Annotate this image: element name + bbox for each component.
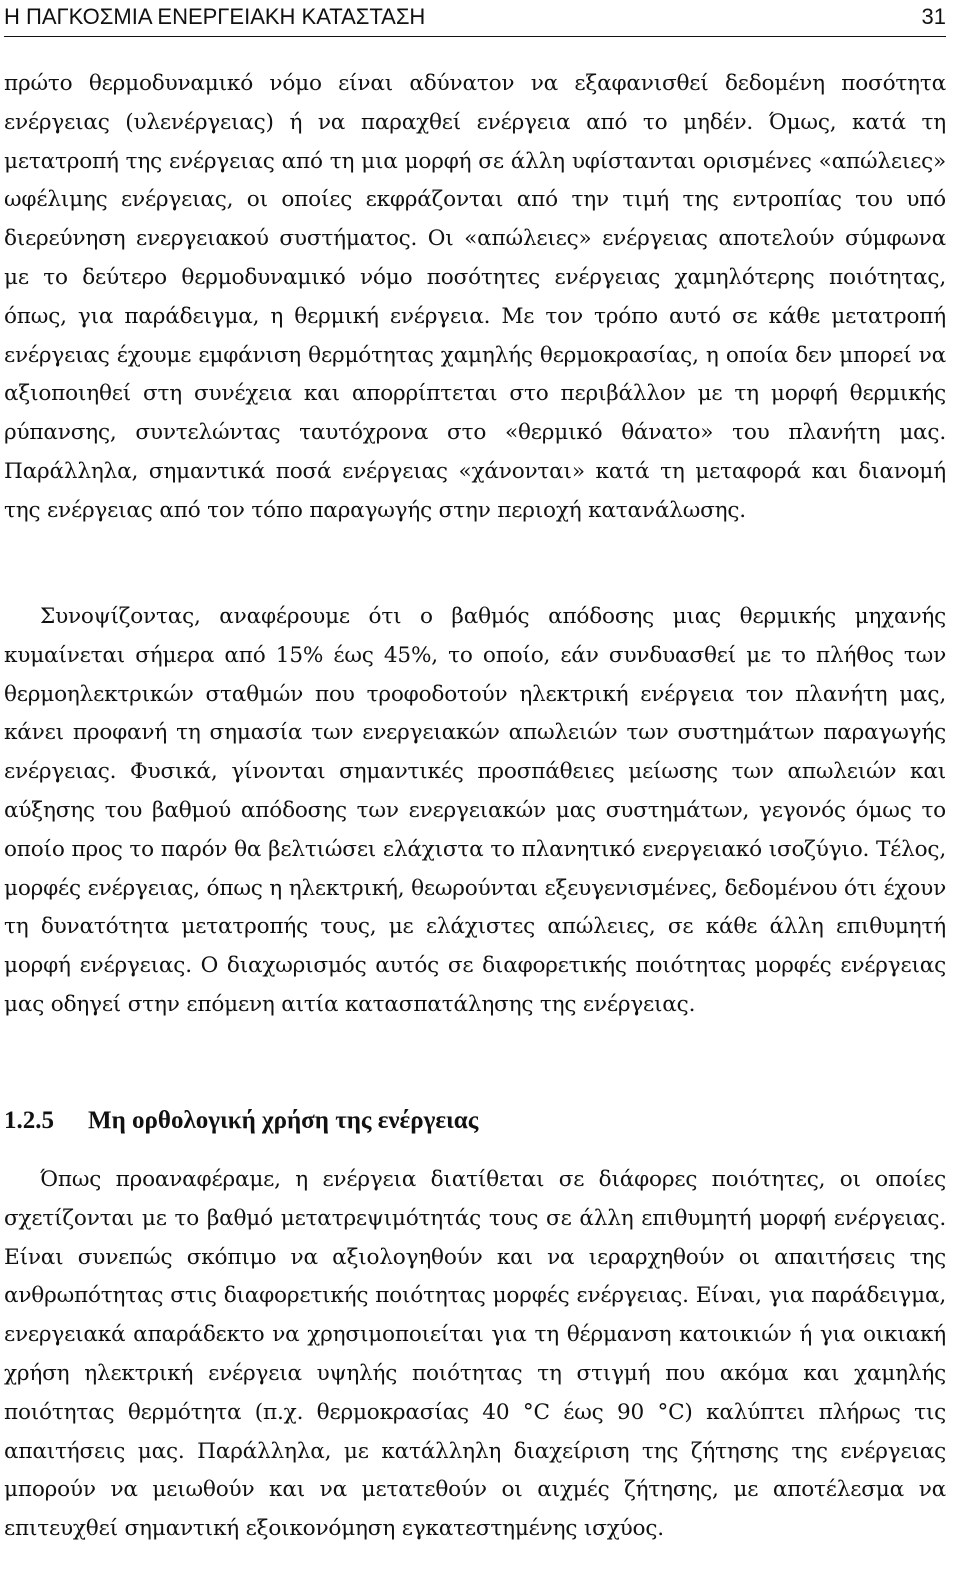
paragraph-energy-losses: πρώτο θερμοδυναμικό νόμο είναι αδύνατον να εξαφανισθεί δεδομένη ποσότητα ενέργειας (υλενέργειας) ή να παραχθεί ενέργεια από το μηδέν. Όμως, κατά τη μετατροπή της ενέργειας από τη μια μορφή σε άλλη υφίστανται ορισμένες «απώλειες» ωφέλιμης ενέργειας, οι οποίες εκφράζονται από την τιμή της εντροπίας του υπό διερεύνηση ενεργειακού συστήματος. Οι «απώλειες» ενέργειας αποτελούν σύμφωνα με το δεύτερο θερμοδυναμικό νόμο ποσότητες ενέργειας χαμηλότερης ποιότητας, όπως, για παράδειγμα, η θερμική ενέργεια. Με τον τρόπο αυτό σε κάθε μετατροπή ενέργειας έχουμε εμφάνιση θερμότητας χαμηλής θερμοκρασίας, η οποία δεν μπορεί να αξιοποιηθεί στη συνέχεια και απορρίπτεται στο περιβάλλον με τη μορφή θερμικής ρύπανσης, συντελώντας ταυτόχρονα στο «θερμικό θάνατο» του πλανήτη μας. Παράλληλα, σημαντικά ποσά ενέργειας «χάνονται» κατά τη μεταφορά και διανομή της ενέργειας από τον τόπο παραγωγής στην περιοχή κατανάλωσης. <box>4 71 946 523</box>
section-heading <box>4 1107 478 1135</box>
header-rule <box>4 36 946 37</box>
chapter-title: Η ΠΑΓΚΟΣΜΙΑ ΕΝΕΡΓΕΙΑΚΗ ΚΑΤΑΣΤΑΣΗ <box>4 4 426 29</box>
page-number: 31 <box>921 4 946 29</box>
section-title: Μη ορθολογική χρήση της ενέργειας <box>88 1107 479 1134</box>
paragraph-irrational-use: Όπως προαναφέραμε, η ενέργεια διατίθεται σε διάφορες ποιότητες, οι οποίες σχετίζονται με το βαθμό μετατρεψιμότητάς τους σε άλλη επιθυμητή μορφή ενέργειας. Είναι συνεπώς σκόπιμο να αξιολογηθούν και να ιεραρχηθούν οι απαιτήσεις της ανθρωπότητας στις διαφορετικής ποιότητας μορφές ενέργειας. Είναι, για παράδειγμα, ενεργειακά απαράδεκτο να χρησιμοποιείται για τη θέρμανση κατοικιών ή για οικιακή χρήση ηλεκτρική ενέργεια υψηλής ποιότητας τη στιγμή που ακόμα και χαμηλής ποιότητας θερμότητα (π.χ. θερμοκρασίας 40 °C έως 90 °C) καλύπτει πλήρως τις απαιτήσεις μας. Παράλληλα, με κατάλληλη διαχείριση της ζήτησης της ενέργειας μπορούν να μειωθούν και να μετατεθούν οι αιχμές ζήτησης, με αποτέλεσμα να επιτευχθεί σημαντική εξοικονόμηση εγκατεστημένης ισχύος. <box>4 1167 946 1542</box>
section-number: 1.2.5 <box>4 1107 54 1134</box>
running-header <box>4 4 946 30</box>
paragraph-efficiency-summary: Συνοψίζοντας, αναφέρουμε ότι ο βαθμός απόδοσης μιας θερμικής μηχανής κυμαίνεται σήμερα από 15% έως 45%, το οποίο, εάν συνδυασθεί με το πλήθος των θερμοηλεκτρικών σταθμών που τροφοδοτούν ηλεκτρική ενέργεια τον πλανήτη μας, κάνει προφανή τη σημασία των ενεργειακών απωλειών των συστημάτων παραγωγής ενέργειας. Φυσικά, γίνονται σημαντικές προσπάθειες μείωσης των απωλειών και αύξησης του βαθμού απόδοσης των ενεργειακών μας συστημάτων, γεγονός όμως το οποίο προς το παρόν θα βελτιώσει ελάχιστα το πλανητικό ενεργειακό ισοζύγιο. Τέλος, μορφές ενέργειας, όπως η ηλεκτρική, θεωρούνται εξευγενισμένες, δεδομένου ότι έχουν τη δυνατότητα μετατροπής τους, με ελάχιστες απώλειες, σε κάθε άλλη επιθυμητή μορφή ενέργειας. Ο διαχωρισμός αυτός σε διαφορετικής ποιότητας μορφές ενέργειας μας οδηγεί στην επόμενη αιτία κατασπατάλησης της ενέργειας. <box>4 604 947 1017</box>
